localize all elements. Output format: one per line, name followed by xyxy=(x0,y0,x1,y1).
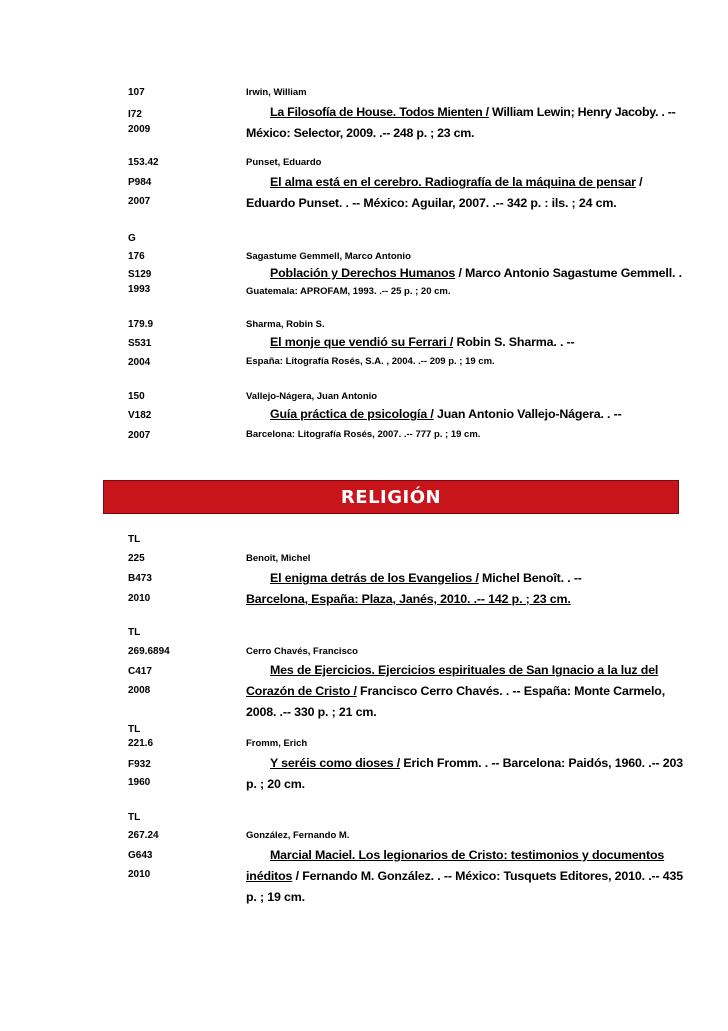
entry-title: El alma está en el cerebro. Radiografía de la máquina de pensar xyxy=(270,175,636,189)
entry-author: González, Fernando M. xyxy=(246,830,350,841)
entry-details: Robin S. Sharma. . -- xyxy=(453,335,575,349)
section-title: RELIGIÓN xyxy=(340,486,442,508)
entry-author: Cerro Chavés, Francisco xyxy=(246,646,358,657)
call-number-year: 1960 xyxy=(128,777,151,788)
entry-description xyxy=(246,404,686,425)
call-number-year: 2004 xyxy=(128,357,151,368)
entry-title: Guía práctica de psicología / xyxy=(270,407,434,421)
entry-description xyxy=(246,172,686,214)
entry-author: Benoît, Michel xyxy=(246,553,311,564)
entry-description xyxy=(246,845,686,908)
entry-title: La Filosofía de House. Todos Mienten / xyxy=(270,105,489,119)
entry-author: Sagastume Gemmell, Marco Antonio xyxy=(246,251,411,262)
call-number-class: 179.9 xyxy=(128,319,154,330)
call-number-prefix: TL xyxy=(128,627,141,638)
call-number-cutter: B473 xyxy=(128,573,152,584)
entry-author: Vallejo-Nágera, Juan Antonio xyxy=(246,391,378,402)
call-number-cutter: C417 xyxy=(128,666,152,677)
entry-description xyxy=(246,263,706,284)
section-banner xyxy=(104,481,678,513)
call-number-class: 269.6894 xyxy=(128,646,170,657)
call-number-class: 176 xyxy=(128,251,145,262)
call-number-year: 2007 xyxy=(128,430,151,441)
call-number-prefix: G xyxy=(128,233,136,244)
call-number-class: 153.42 xyxy=(128,157,159,168)
entry-author: Fromm, Erich xyxy=(246,738,308,749)
entry-title: Y seréis como dioses / xyxy=(270,756,401,770)
entry-publication-block xyxy=(246,589,686,610)
call-number-year: 2008 xyxy=(128,685,151,696)
entry-description xyxy=(246,753,686,795)
entry-publication: Barcelona: Litografía Rosés, 2007. .-- 777 p. ; 19 cm. xyxy=(246,429,481,440)
entry-description xyxy=(246,568,686,589)
call-number-class: 225 xyxy=(128,553,145,564)
entry-author: Punset, Eduardo xyxy=(246,157,322,168)
call-number-cutter: V182 xyxy=(128,410,152,421)
call-number-cutter: S531 xyxy=(128,338,152,349)
call-number-year: 2010 xyxy=(128,869,151,880)
call-number-cutter: S129 xyxy=(128,269,152,280)
entry-publication: Barcelona, España: Plaza, Janés, 2010. .-- 142 p. ; 23 cm. xyxy=(246,592,571,606)
entry-title: El monje que vendió su Ferrari / xyxy=(270,335,454,349)
entry-author: Irwin, William xyxy=(246,87,307,98)
call-number-class: 107 xyxy=(128,87,145,98)
call-number-prefix: TL xyxy=(128,534,141,545)
entry-title: Marcial Maciel. Los legionarios de Cristo: testimonios y documentos inéditos xyxy=(246,848,665,883)
entry-publication: Guatemala: APROFAM, 1993. .-- 25 p. ; 20 cm. xyxy=(246,286,451,297)
entry-details: Juan Antonio Vallejo-Nágera. . -- xyxy=(433,407,622,421)
call-number-class: 221.6 xyxy=(128,738,154,749)
call-number-year: 1993 xyxy=(128,284,151,295)
entry-title: El enigma detrás de los Evangelios / xyxy=(270,571,479,585)
entry-description xyxy=(246,660,686,723)
entry-details: / Fernando M. González. . -- México: Tusquets Editores, 2010. .-- 435 p. ; 19 cm. xyxy=(246,869,683,904)
call-number-cutter: I72 xyxy=(128,109,142,120)
call-number-class: 267.24 xyxy=(128,830,159,841)
entry-title: Población y Derechos Humanos xyxy=(270,266,456,280)
call-number-cutter: P984 xyxy=(128,177,152,188)
entry-details: Erich Fromm. . -- Barcelona: Paidós, 1960. .-- 203 p. ; 20 cm. xyxy=(246,756,684,791)
call-number-prefix: TL xyxy=(128,812,141,823)
entry-details: / Eduardo Punset. . -- México: Aguilar, 2007. .-- 342 p. : ils. ; 24 cm. xyxy=(246,175,643,210)
call-number-prefix: TL xyxy=(128,724,141,735)
call-number-cutter: G643 xyxy=(128,850,153,861)
call-number-cutter: F932 xyxy=(128,759,151,770)
entry-author: Sharma, Robin S. xyxy=(246,319,325,330)
call-number-year: 2007 xyxy=(128,196,151,207)
call-number-year: 2009 xyxy=(128,124,151,135)
call-number-year: 2010 xyxy=(128,593,151,604)
entry-details: / Marco Antonio Sagastume Gemmell. . xyxy=(455,266,682,280)
entry-details: Francisco Cerro Chavés. . -- España: Monte Carmelo, 2008. .-- 330 p. ; 21 cm. xyxy=(246,684,665,719)
entry-details: Michel Benoît. . -- xyxy=(478,571,582,585)
entry-description xyxy=(246,102,686,144)
entry-details: William Lewin; Henry Jacoby. . -- México: Selector, 2009. .-- 248 p. ; 23 cm. xyxy=(246,105,676,140)
entry-publication: España: Litografía Rosés, S.A. , 2004. .-- 209 p. ; 19 cm. xyxy=(246,356,495,367)
call-number-class: 150 xyxy=(128,391,145,402)
entry-title: Mes de Ejercicios. Ejercicios espirituales de San Ignacio a la luz del Corazón de Cristo / xyxy=(246,663,659,698)
entry-description xyxy=(246,332,686,353)
